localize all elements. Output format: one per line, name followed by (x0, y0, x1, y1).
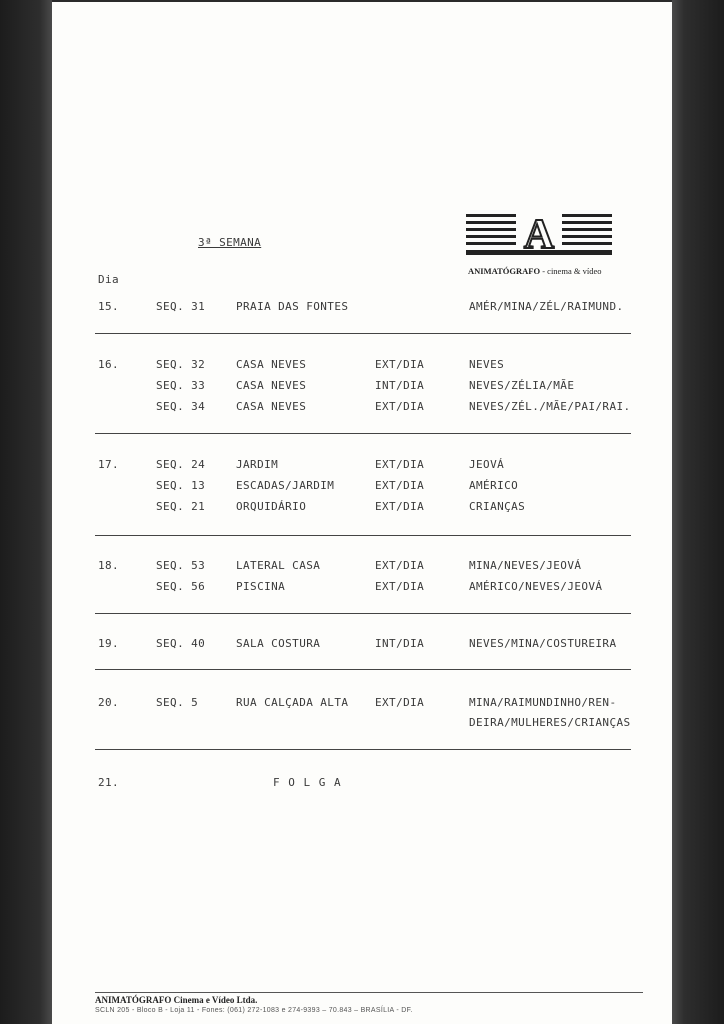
footer-address: SCLN 205 - Bloco B - Loja 11 - Fones: (061) 272-1083 e 274-9393 – 70.843 – BRASÍLIA - DF. (95, 1007, 413, 1014)
logo-name: ANIMATÓGRAFO (468, 266, 541, 276)
row-separator (95, 613, 631, 614)
sequence-number: SEQ. 34 (156, 400, 206, 413)
scan-edge-left (0, 0, 52, 1024)
sequence-number: SEQ. 32 (156, 358, 206, 371)
row-separator (95, 433, 631, 434)
scan-edge-right (672, 0, 724, 1024)
scene-type: EXT/DIA (375, 500, 425, 513)
week-heading: 3ª SEMANA (198, 236, 262, 249)
location: SALA COSTURA (236, 637, 321, 650)
cast-list: JEOVÁ (469, 458, 505, 471)
day-column-label: Dia (98, 273, 120, 286)
animatografo-logo (466, 212, 614, 262)
logo-caption (468, 266, 601, 276)
location: ORQUIDÁRIO (236, 500, 307, 513)
day-21-note: F O L G A (273, 776, 342, 789)
scene-type: EXT/DIA (375, 696, 425, 709)
sequence-number: SEQ. 21 (156, 500, 206, 513)
scene-type: EXT/DIA (375, 358, 425, 371)
logo-stripes-icon (466, 212, 614, 262)
location: LATERAL CASA (236, 559, 321, 572)
row-separator (95, 669, 631, 670)
footer-company: ANIMATÓGRAFO Cinema e Vídeo Ltda. (95, 995, 258, 1005)
scene-type: EXT/DIA (375, 580, 425, 593)
document-page (52, 2, 672, 1024)
sequence-number: SEQ. 5 (156, 696, 199, 709)
svg-text:A: A (523, 212, 555, 258)
sequence-number: SEQ. 31 (156, 300, 206, 313)
location: CASA NEVES (236, 400, 307, 413)
location: ESCADAS/JARDIM (236, 479, 335, 492)
day-number: 15. (98, 300, 120, 313)
sequence-number: SEQ. 13 (156, 479, 206, 492)
scene-type: INT/DIA (375, 379, 425, 392)
sequence-number: SEQ. 56 (156, 580, 206, 593)
cast-list: DEIRA/MULHERES/CRIANÇAS (469, 716, 631, 729)
cast-list: MINA/RAIMUNDINHO/REN- (469, 696, 617, 709)
cast-list: MINA/NEVES/JEOVÁ (469, 559, 582, 572)
location: RUA CALÇADA ALTA (236, 696, 349, 709)
footer-rule (95, 992, 643, 993)
sequence-number: SEQ. 33 (156, 379, 206, 392)
scene-type: EXT/DIA (375, 559, 425, 572)
location: PISCINA (236, 580, 286, 593)
scene-type: EXT/DIA (375, 479, 425, 492)
logo-tagline: - cinema & vídeo (542, 266, 602, 276)
day-number: 16. (98, 358, 120, 371)
row-separator (95, 333, 631, 334)
day-21-number: 21. (98, 776, 120, 789)
cast-list: NEVES/MINA/COSTUREIRA (469, 637, 617, 650)
sequence-number: SEQ. 40 (156, 637, 206, 650)
cast-list: AMÉRICO/NEVES/JEOVÁ (469, 580, 603, 593)
cast-list: NEVES/ZÉLIA/MÃE (469, 379, 575, 392)
cast-list: NEVES/ZÉL./MÃE/PAI/RAI. (469, 400, 631, 413)
row-separator (95, 535, 631, 536)
scene-type: EXT/DIA (375, 458, 425, 471)
cast-list: NEVES (469, 358, 505, 371)
location: JARDIM (236, 458, 279, 471)
day-number: 20. (98, 696, 120, 709)
location: PRAIA DAS FONTES (236, 300, 349, 313)
cast-list: AMÉR/MINA/ZÉL/RAIMUND. (469, 300, 624, 313)
location: CASA NEVES (236, 358, 307, 371)
day-number: 19. (98, 637, 120, 650)
location: CASA NEVES (236, 379, 307, 392)
cast-list: AMÉRICO (469, 479, 519, 492)
scene-type: INT/DIA (375, 637, 425, 650)
day-number: 17. (98, 458, 120, 471)
day-number: 18. (98, 559, 120, 572)
cast-list: CRIANÇAS (469, 500, 526, 513)
sequence-number: SEQ. 24 (156, 458, 206, 471)
row-separator (95, 749, 631, 750)
scene-type: EXT/DIA (375, 400, 425, 413)
sequence-number: SEQ. 53 (156, 559, 206, 572)
